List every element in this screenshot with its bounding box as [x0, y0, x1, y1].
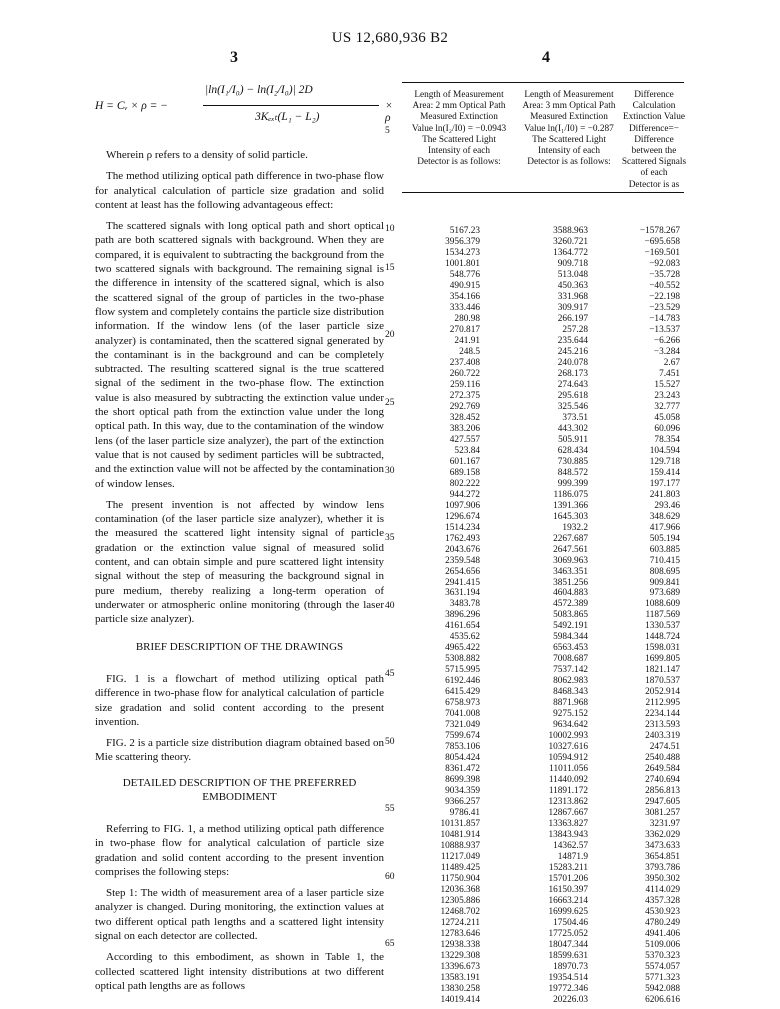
- table-header-rule: [402, 192, 684, 193]
- table-cell: 443.302: [557, 423, 588, 434]
- page-number-right: 4: [542, 49, 550, 66]
- table-cell: 3081.257: [645, 808, 680, 819]
- table-cell: 4161.654: [445, 621, 480, 632]
- table-cell: 689.158: [449, 467, 480, 478]
- table-cell: 505.911: [558, 434, 588, 445]
- table-cell: 14019.414: [440, 994, 480, 1005]
- table-cell: 2052.914: [645, 687, 680, 698]
- table-cell: 4357.328: [645, 896, 680, 907]
- table-cell: 268.173: [557, 368, 588, 379]
- table-cell: 6758.973: [445, 698, 480, 709]
- table-cell: 19354.514: [548, 972, 588, 983]
- line-number: 40: [385, 601, 395, 611]
- table-cell: 1699.805: [645, 654, 680, 665]
- line-number: 50: [385, 737, 395, 747]
- table-cell: 7041.008: [445, 709, 480, 720]
- table-cell: 1364.772: [553, 247, 588, 258]
- table-cell: 730.885: [557, 456, 588, 467]
- table-cell: 2740.694: [645, 775, 680, 786]
- table-cell: 12783.646: [440, 929, 480, 939]
- table-cell: 5984.344: [553, 632, 588, 643]
- table-cell: 7853.106: [445, 742, 480, 753]
- table-cell: 248.5: [459, 346, 480, 357]
- paragraph: FIG. 1 is a flowchart of method utilizing optical path difference in two-phase flow for analytical calculation of particle size gradation and solid content according to the present invention.: [95, 673, 384, 728]
- table-cell: 4604.883: [553, 588, 588, 599]
- table-cell: 3463.351: [553, 566, 588, 577]
- table-cell: 4965.422: [445, 643, 480, 654]
- paragraph: The present invention is not affected by window lens contamination (of the laser particle size analyzer), whether it is the measured the scattered light intensity signal of particle gradation or the extinction value signal of measured solid content, and can obtain simple and pure scattered light intensity signal without the step of measuring the background signal in pure medium, thereby realizing a long-term operation of underwater or atmospheric online monitoring (through the laser particle size analyzer).: [95, 498, 384, 626]
- left-text-block-3: [95, 822, 384, 1000]
- table-cell: 16663.214: [548, 896, 588, 907]
- table-cell: 333.446: [449, 302, 480, 313]
- line-number: 60: [385, 872, 395, 882]
- table-cell: 19772.346: [548, 983, 588, 994]
- header-text: Length of Measurement Area: 3 mm Optical Path Measured Extinction Value ln(I₁/I0) = −0.287 The Scattered Light Intensity of each Detector is as follows:: [522, 90, 616, 168]
- table-cell: 8361.472: [445, 764, 480, 775]
- table-cell: 6206.616: [645, 994, 680, 1005]
- table-cell: 3793.786: [645, 863, 680, 874]
- table-cell: 5083.865: [553, 610, 588, 621]
- table-cell: 3362.029: [645, 830, 680, 841]
- table-cell: 1932.2: [562, 522, 588, 533]
- table-cell: 2649.584: [645, 764, 680, 775]
- table-cell: 5771.323: [645, 972, 680, 983]
- table-top-rule: [402, 82, 684, 83]
- table-cell: 16999.625: [548, 907, 588, 918]
- table-cell: −92.083: [649, 258, 680, 269]
- table-cell: 78.354: [654, 434, 680, 445]
- table-cell: 3631.194: [445, 588, 480, 599]
- table-cell: 10481.914: [440, 830, 480, 841]
- table-cell: 9634.642: [553, 720, 588, 731]
- table-cell: 2654.656: [445, 566, 480, 577]
- table-cell: 272.375: [449, 390, 480, 401]
- table-cell: 11217.049: [440, 852, 480, 863]
- table-cell: 259.116: [450, 379, 480, 390]
- table-cell: 20226.03: [553, 994, 588, 1005]
- density-equation: [95, 84, 393, 134]
- table-cell: 8699.398: [445, 775, 480, 786]
- table-cell: 2647.561: [553, 544, 588, 555]
- table-cell: 1598.031: [645, 643, 680, 654]
- line-number: 45: [385, 669, 395, 679]
- table-cell: 2403.319: [645, 731, 680, 742]
- table-cell: 1296.674: [445, 511, 480, 522]
- table-cell: 32.777: [654, 401, 680, 412]
- table-cell: 5942.088: [645, 983, 680, 994]
- left-text-block-1: [95, 148, 384, 634]
- table-cell: 1097.906: [445, 500, 480, 511]
- table-cell: 10131.857: [440, 819, 480, 830]
- table-cell: 2267.687: [553, 533, 588, 544]
- paragraph: Step 1: The width of measurement area of a laser particle size analyzer is changed. During monitoring, the extinction values at two different optical path lengths and a scattered light intensity signal on each detector are collected.: [95, 887, 384, 943]
- table-cell: 3588.963: [553, 226, 588, 236]
- table-cell: 197.177: [649, 478, 680, 489]
- table-cell: −695.658: [644, 236, 680, 247]
- paragraph: The scattered signals with long optical path and short optical path are both scattered signals with background. When they are compared, it is equivalent to subtracting the background from the two scattered signals with background. The remaining signal is the difference in intensity of the scattered signal, which is also the scattered signal of the group of particles in the two-phase flow system and completely contains the particle size distribution information. If the window lens (of the laser particle size analyzer) is contaminated, then the scattered signal generated by the contaminant is in the background and can be completely subtracted. The resulting scattered signal is the true scattered signal of the sediment in the two-phase flow. The extinction value is also measured by subtracting the extinction value under the short optical path from the extinction value under the long optical path. In this way, due to the contamination of the window lens (of the laser particle size analyzer), the part of the extinction value that is not caused by sediment particles will be subtracted, and the extinction value will not be affected by the contamination of window lenses.: [95, 220, 384, 490]
- table-cell: 293.46: [654, 500, 680, 511]
- patent-number: US 12,680,936 B2: [331, 30, 449, 46]
- table-cell: 17725.052: [548, 929, 588, 939]
- table-cell: 13396.673: [440, 961, 480, 972]
- table-cell: 523.84: [454, 445, 480, 456]
- paragraph: Referring to FIG. 1, a method utilizing optical path difference in two-phase flow for analytical calculation of particle size gradation and solid content according to the present invention comprises the following steps:: [95, 823, 384, 878]
- table-cell: 802.222: [449, 478, 480, 489]
- table-cell: 11891.172: [548, 786, 588, 797]
- table-cell: 909.841: [649, 577, 680, 588]
- table-cell: 5370.323: [645, 950, 680, 961]
- table-cell: 490.915: [449, 280, 480, 291]
- line-number: 15: [385, 263, 395, 273]
- table-header-3mm: [513, 90, 625, 168]
- table-column-2mm: [400, 226, 480, 1006]
- table-cell: 8468.343: [553, 687, 588, 698]
- table-cell: 274.643: [557, 379, 588, 390]
- table-cell: 45.058: [654, 412, 680, 423]
- paragraph: FIG. 2 is a particle size distribution diagram obtained based on Mie scattering theory.: [95, 737, 384, 764]
- table-cell: 2112.995: [645, 698, 680, 709]
- paragraph: According to this embodiment, as shown in Table 1, the collected scattered light intensity distributions at two different optical path lengths are as follows: [95, 951, 384, 992]
- table-cell: 513.048: [557, 269, 588, 280]
- table-cell: 7537.142: [553, 665, 588, 676]
- table-cell: 3473.633: [645, 841, 680, 852]
- line-number: 25: [385, 398, 395, 408]
- table-cell: 3956.379: [445, 236, 480, 247]
- table-cell: 309.917: [557, 302, 588, 313]
- equation-numerator: |ln(I₁/I₀) − ln(I₂/I₀)| 2D: [205, 84, 313, 96]
- table-cell: 2359.548: [445, 555, 480, 566]
- table-cell: 14871.9: [557, 852, 588, 863]
- table-cell: 417.966: [649, 522, 680, 533]
- table-cell: −35.728: [649, 269, 680, 280]
- table-cell: 6563.453: [553, 643, 588, 654]
- paragraph: The method utilizing optical path difference in two-phase flow for analytical calculation of particle size gradation and solid content at least has the following advantageous effect:: [95, 170, 384, 211]
- table-cell: 2941.415: [445, 577, 480, 588]
- table-column-difference: [598, 226, 680, 1006]
- table-cell: 4114.029: [645, 885, 680, 896]
- table-cell: 4780.249: [645, 918, 680, 929]
- table-cell: 601.167: [449, 456, 480, 467]
- table-cell: 2856.813: [645, 786, 680, 797]
- table-cell: 18970.73: [553, 961, 588, 972]
- line-number: 10: [385, 224, 395, 234]
- table-cell: 1645.303: [553, 511, 588, 522]
- table-cell: −14.783: [649, 313, 680, 324]
- table-cell: 13229.308: [440, 950, 480, 961]
- table-cell: 7599.674: [445, 731, 480, 742]
- table-cell: 505.194: [649, 533, 680, 544]
- line-number: 35: [385, 533, 395, 543]
- table-cell: −40.552: [649, 280, 680, 291]
- table-cell: 241.803: [649, 489, 680, 500]
- table-cell: 237.408: [449, 357, 480, 368]
- line-number: 20: [385, 330, 395, 340]
- table-cell: 295.618: [557, 390, 588, 401]
- header-text: Difference Calculation Extinction Value Difference=− Difference between the Scattered Signals of each Detector is as: [621, 90, 687, 190]
- equation-denominator: 3Kₑₓₜ(L₁ − L₂): [255, 111, 320, 123]
- table-cell: 23.243: [654, 390, 680, 401]
- table-cell: 104.594: [649, 445, 680, 456]
- table-cell: 4572.389: [553, 599, 588, 610]
- table-cell: 427.557: [449, 434, 480, 445]
- table-cell: 4530.923: [645, 907, 680, 918]
- table-cell: 5574.057: [645, 961, 680, 972]
- table-cell: 10002.993: [548, 731, 588, 742]
- table-cell: 603.885: [649, 544, 680, 555]
- table-cell: 12305.886: [440, 896, 480, 907]
- table-cell: 241.91: [454, 335, 480, 346]
- table-cell: 2313.593: [645, 720, 680, 731]
- table-cell: 548.776: [449, 269, 480, 280]
- table-cell: 3231.97: [649, 819, 680, 830]
- table-cell: 280.98: [454, 313, 480, 324]
- line-number: 5: [385, 126, 390, 136]
- table-cell: 1391.366: [553, 500, 588, 511]
- table-cell: 328.452: [449, 412, 480, 423]
- table-cell: 3654.851: [645, 852, 680, 863]
- table-cell: 11011.056: [549, 764, 588, 775]
- table-cell: 12468.702: [440, 907, 480, 918]
- table-cell: 2234.144: [645, 709, 680, 720]
- left-text-block-2: [95, 672, 384, 772]
- header-text: Length of Measurement Area: 2 mm Optical Path Measured Extinction Value ln(I₂/I0) = −0.0943 The Scattered Light Intensity of each Detector is as follows:: [411, 90, 507, 168]
- table-cell: 18047.344: [548, 939, 588, 950]
- table-cell: 13363.827: [548, 819, 588, 830]
- table-cell: 1330.537: [645, 621, 680, 632]
- paragraph: Wherein ρ refers to a density of solid particle.: [106, 149, 308, 161]
- table-cell: 12313.862: [548, 797, 588, 808]
- table-header-2mm: [404, 90, 514, 168]
- table-cell: 3069.963: [553, 555, 588, 566]
- equation-lhs: H = Cᵥ × ρ = −: [95, 100, 169, 112]
- table-cell: 4941.406: [645, 929, 680, 939]
- table-cell: 1088.609: [645, 599, 680, 610]
- table-cell: −1578.267: [639, 226, 680, 236]
- table-cell: 292.769: [449, 401, 480, 412]
- table-cell: 12724.211: [440, 918, 480, 929]
- table-cell: 373.51: [562, 412, 588, 423]
- table-cell: 12938.338: [440, 939, 480, 950]
- table-cell: 12036.368: [440, 885, 480, 896]
- table-cell: 129.718: [649, 456, 680, 467]
- table-cell: 9366.257: [445, 797, 480, 808]
- table-cell: 240.078: [557, 357, 588, 368]
- table-cell: 3483.78: [449, 599, 480, 610]
- table-cell: 2043.676: [445, 544, 480, 555]
- table-cell: 245.216: [557, 346, 588, 357]
- table-cell: 159.414: [649, 467, 680, 478]
- table-cell: 944.272: [449, 489, 480, 500]
- table-cell: 325.546: [557, 401, 588, 412]
- table-cell: 60.096: [654, 423, 680, 434]
- table-cell: 10327.616: [548, 742, 588, 753]
- table-cell: 1821.147: [645, 665, 680, 676]
- table-cell: 628.434: [557, 445, 588, 456]
- table-cell: −6.266: [653, 335, 680, 346]
- table-cell: 235.644: [557, 335, 588, 346]
- table-cell: 1534.273: [445, 247, 480, 258]
- table-cell: 5109.006: [645, 939, 680, 950]
- table-cell: 848.572: [557, 467, 588, 478]
- section-heading-drawings: BRIEF DESCRIPTION OF THE DRAWINGS: [135, 641, 344, 653]
- table-cell: 2540.488: [645, 753, 680, 764]
- table-cell: 5492.191: [553, 621, 588, 632]
- table-cell: 11489.425: [440, 863, 480, 874]
- table-cell: 909.718: [557, 258, 588, 269]
- table-cell: 5167.23: [449, 226, 480, 236]
- table-cell: 5715.995: [445, 665, 480, 676]
- table-cell: 1762.493: [445, 533, 480, 544]
- table-cell: −169.501: [644, 247, 680, 258]
- table-cell: 15283.211: [548, 863, 588, 874]
- table-cell: 12867.667: [548, 808, 588, 819]
- table-cell: 808.695: [649, 566, 680, 577]
- table-cell: 10888.937: [440, 841, 480, 852]
- table-cell: −13.537: [649, 324, 680, 335]
- table-cell: 1001.801: [445, 258, 480, 269]
- section-heading-embodiment: DETAILED DESCRIPTION OF THE PREFERRED EMBODIMENT: [122, 777, 357, 804]
- table-cell: 354.166: [449, 291, 480, 302]
- table-cell: 266.197: [557, 313, 588, 324]
- table-cell: 1448.724: [645, 632, 680, 643]
- table-cell: 5308.882: [445, 654, 480, 665]
- table-cell: 16150.397: [548, 885, 588, 896]
- table-cell: 1514.234: [445, 522, 480, 533]
- table-cell: 17504.46: [553, 918, 588, 929]
- table-cell: 8871.968: [553, 698, 588, 709]
- table-cell: 9275.152: [553, 709, 588, 720]
- table-cell: 1870.537: [645, 676, 680, 687]
- table-cell: 3851.256: [553, 577, 588, 588]
- table-cell: 15701.206: [548, 874, 588, 885]
- table-cell: 450.363: [557, 280, 588, 291]
- table-cell: 2947.605: [645, 797, 680, 808]
- line-number: 65: [385, 939, 395, 949]
- table-cell: −23.529: [649, 302, 680, 313]
- table-cell: 9786.41: [449, 808, 480, 819]
- table-cell: 13583.191: [440, 972, 480, 983]
- equation-tail: × ρ: [385, 100, 393, 124]
- table-column-3mm: [508, 226, 588, 1006]
- table-cell: 14362.57: [553, 841, 588, 852]
- table-cell: 3950.302: [645, 874, 680, 885]
- table-cell: 13830.258: [440, 983, 480, 994]
- table-cell: 3896.296: [445, 610, 480, 621]
- table-cell: 6192.446: [445, 676, 480, 687]
- table-cell: 8062.983: [553, 676, 588, 687]
- table-cell: 973.689: [649, 588, 680, 599]
- table-cell: 7321.049: [445, 720, 480, 731]
- page-number-left: 3: [230, 49, 238, 66]
- fraction-bar: [203, 105, 379, 106]
- table-cell: 260.722: [449, 368, 480, 379]
- table-cell: 4535.62: [449, 632, 480, 643]
- table-cell: 2.67: [663, 357, 680, 368]
- table-cell: 1186.075: [553, 489, 588, 500]
- table-cell: 11750.904: [440, 874, 480, 885]
- line-number: 55: [385, 804, 395, 814]
- table-cell: 8054.424: [445, 753, 480, 764]
- table-cell: 18599.631: [548, 950, 588, 961]
- table-cell: −3.284: [653, 346, 680, 357]
- table-cell: 15.527: [654, 379, 680, 390]
- table-cell: 9034.359: [445, 786, 480, 797]
- table-cell: 383.206: [449, 423, 480, 434]
- table-cell: 3260.721: [553, 236, 588, 247]
- table-cell: 6415.429: [445, 687, 480, 698]
- table-cell: 13843.943: [548, 830, 588, 841]
- table-cell: 270.817: [449, 324, 480, 335]
- table-cell: 257.28: [562, 324, 588, 335]
- table-cell: 7008.687: [553, 654, 588, 665]
- table-cell: 10594.912: [548, 753, 588, 764]
- table-cell: 331.968: [557, 291, 588, 302]
- table-cell: 999.399: [557, 478, 588, 489]
- table-cell: −22.198: [649, 291, 680, 302]
- table-header-difference: [614, 90, 694, 191]
- table-cell: 348.629: [649, 511, 680, 522]
- table-cell: 7.451: [659, 368, 680, 379]
- table-cell: 1187.569: [645, 610, 680, 621]
- line-number: 30: [385, 466, 395, 476]
- table-cell: 11440.092: [548, 775, 588, 786]
- table-cell: 710.415: [649, 555, 680, 566]
- table-cell: 2474.51: [649, 742, 680, 753]
